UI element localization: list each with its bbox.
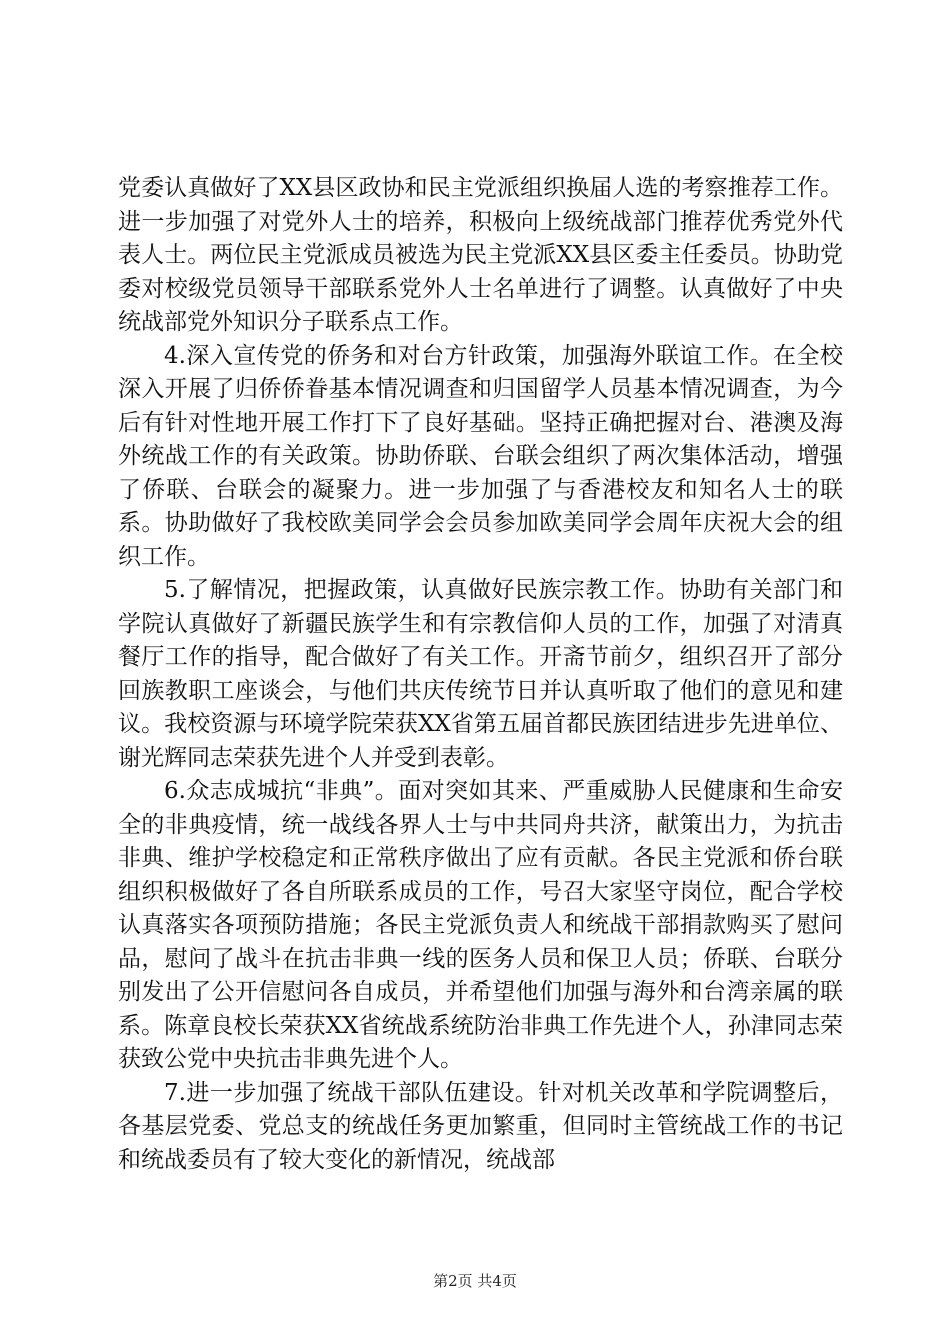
- document-body: [118, 172, 843, 1177]
- paragraph-item-4: 4.深入宣传党的侨务和对台方针政策，加强海外联谊工作。在全校深入开展了归侨侨眷基本情况调查和归国留学人员基本情况调查，为今后有针对性地开展工作打下了良好基础。坚持正确把握对台、港澳及海外统战工作的有关政策。协助侨联、台联会组织了两次集体活动，增强了侨联、台联会的凝聚力。进一步加强了与香港校友和知名人士的联系。协助做好了我校欧美同学会会员参加欧美同学会周年庆祝大会的组织工作。: [118, 342, 843, 570]
- paragraph-item-5: 5.了解情况，把握政策，认真做好民族宗教工作。协助有关部门和学院认真做好了新疆民族学生和有宗教信仰人员的工作，加强了对清真餐厅工作的指导，配合做好了有关工作。开斋节前夕，组织召开了部分回族教职工座谈会，与他们共庆传统节日并认真听取了他们的意见和建议。我校资源与环境学院荣获XX省第五届首都民族团结进步先进单位、谢光辉同志荣获先进个人并受到表彰。: [118, 577, 843, 771]
- paragraph-continued: 党委认真做好了XX县区政协和民主党派组织换届人选的考察推荐工作。进一步加强了对党外人士的培养，积极向上级统战部门推荐优秀党外代表人士。两位民主党派成员被选为民主党派XX县区委主任委员。协助党委对校级党员领导干部联系党外人士名单进行了调整。认真做好了中央统战部党外知识分子联系点工作。: [118, 175, 843, 335]
- paragraph-item-6: 6.众志成城抗“非典”。面对突如其来、严重威胁人民健康和生命安全的非典疫情，统一战线各界人士与中共同舟共济，献策出力，为抗击非典、维护学校稳定和正常秩序做出了应有贡献。各民主党派和侨台联组织积极做好了各自所联系成员的工作，号召大家坚守岗位，配合学校认真落实各项预防措施；各民主党派负责人和统战干部捐款购买了慰问品，慰问了战斗在抗击非典一线的医务人员和保卫人员；侨联、台联分别发出了公开信慰问各自成员，并希望他们加强与海外和台湾亲属的联系。陈章良校长荣获XX省统战系统防治非典工作先进个人，孙津同志荣获致公党中央抗击非典先进个人。: [118, 778, 843, 1072]
- paragraph-item-7: 7.进一步加强了统战干部队伍建设。针对机关改革和学院调整后，各基层党委、党总支的统战任务更加繁重，但同时主管统战工作的书记和统战委员有了较大变化的新情况，统战部: [118, 1079, 843, 1173]
- page-footer: 第2页 共4页: [433, 1272, 517, 1290]
